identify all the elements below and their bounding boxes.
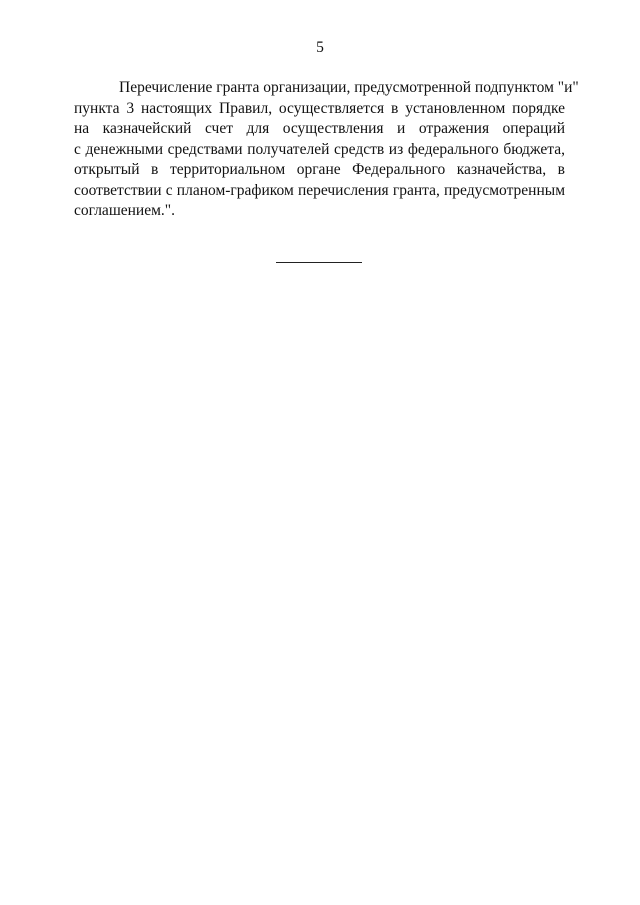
body-paragraph: [74, 78, 579, 222]
paragraph-line: открытый в территориальном органе Федерального казначейства, в: [74, 161, 565, 178]
page-number: 5: [316, 39, 324, 56]
closing-separator-line: [276, 262, 362, 263]
paragraph-line: с денежными средствами получателей средств из федерального бюджета,: [74, 140, 565, 158]
paragraph-line: на казначейский счет для осуществления и отражения операций: [74, 120, 565, 137]
paragraph-line: пункта 3 настоящих Правил, осуществляется в установленном порядке: [74, 99, 565, 117]
paragraph-line: соответствии с планом-графиком перечисления гранта, предусмотренным: [74, 181, 565, 199]
paragraph-line: соглашением.".: [74, 202, 175, 219]
paragraph-line: Перечисление гранта организации, предусмотренной подпунктом "и": [119, 79, 579, 96]
